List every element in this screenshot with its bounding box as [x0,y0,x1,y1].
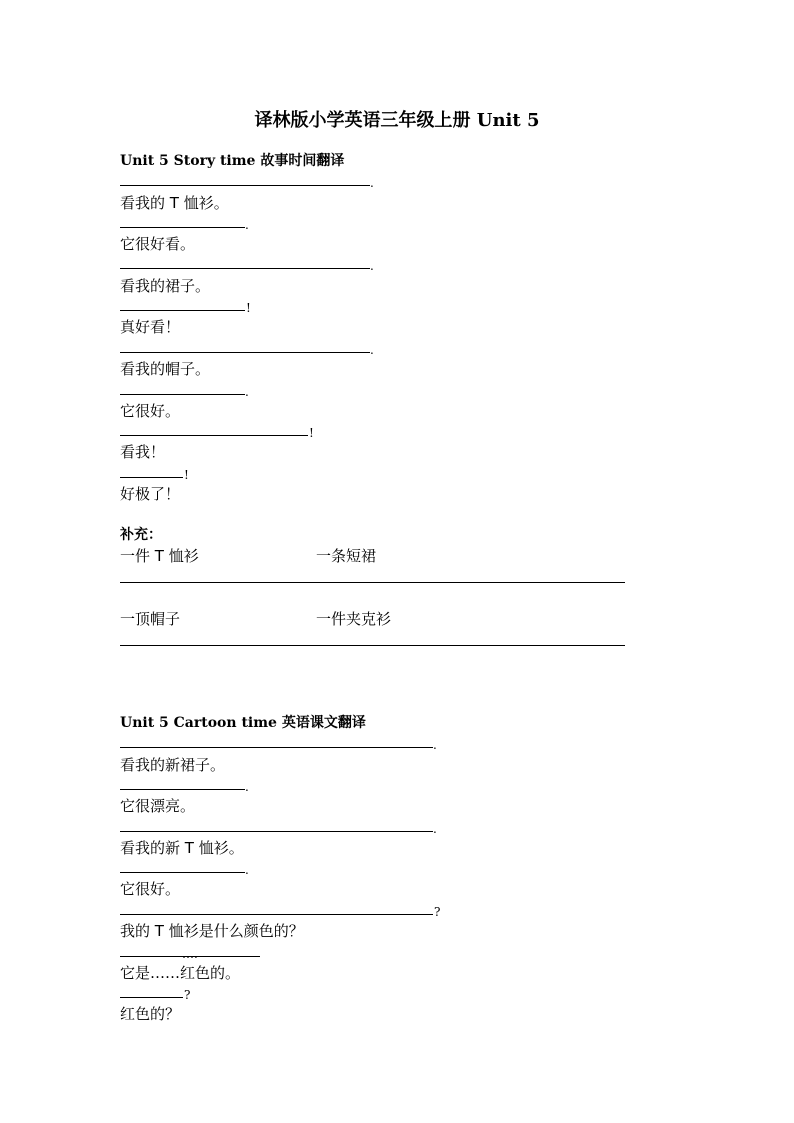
line-punctuation: . [245,218,249,232]
supplement-answer-line-1[interactable] [120,582,625,583]
line-punctuation: ! [309,426,314,440]
line-punctuation: …. [182,947,198,961]
cartoon-heading: Unit 5 Cartoon time 英语课文翻译 [120,715,366,731]
line-punctuation: ! [246,301,251,315]
line-punctuation: . [245,385,249,399]
line-punctuation: ? [184,988,191,1002]
line-punctuation: . [370,259,374,273]
line-punctuation: ? [434,905,441,919]
story-prompt-1: 看我的 T 恤衫。 [120,194,229,212]
story-prompt-7: 看我！ [120,443,166,461]
story-prompt-8: 好极了！ [120,485,181,503]
supplement-item-skirt: 一条短裙 [316,547,377,565]
line-punctuation: . [370,176,374,190]
supplement-item-cap: 一顶帽子 [120,610,181,628]
story-prompt-5: 看我的帽子。 [120,360,211,378]
line-punctuation: . [245,863,249,877]
line-punctuation: . [433,738,437,752]
cartoon-prompt-7: 红色的？ [120,1005,181,1023]
line-punctuation: . [245,780,249,794]
cartoon-prompt-4: 它很好。 [120,880,181,898]
document-title: 译林版小学英语三年级上册 Unit 5 [254,110,540,131]
cartoon-prompt-1: 看我的新裙子。 [120,756,226,774]
supplement-heading: 补充： [120,527,162,543]
line-punctuation: . [433,822,437,836]
cartoon-prompt-2: 它很漂亮。 [120,797,196,815]
line-punctuation: . [370,343,374,357]
story-prompt-6: 它很好。 [120,402,181,420]
cartoon-prompt-6: 它是……红色的。 [120,964,241,982]
supplement-answer-line-2[interactable] [120,645,625,646]
cartoon-prompt-3: 看我的新 T 恤衫。 [120,839,244,857]
story-prompt-2: 它很好看。 [120,235,196,253]
supplement-item-jacket: 一件夹克衫 [316,610,392,628]
supplement-item-tshirt: 一件 T 恤衫 [120,547,199,565]
story-heading: Unit 5 Story time 故事时间翻译 [120,153,345,169]
story-prompt-4: 真好看！ [120,318,181,336]
story-prompt-3: 看我的裙子。 [120,277,211,295]
line-punctuation: ! [184,468,189,482]
cartoon-prompt-5: 我的 T 恤衫是什么颜色的？ [120,922,304,940]
